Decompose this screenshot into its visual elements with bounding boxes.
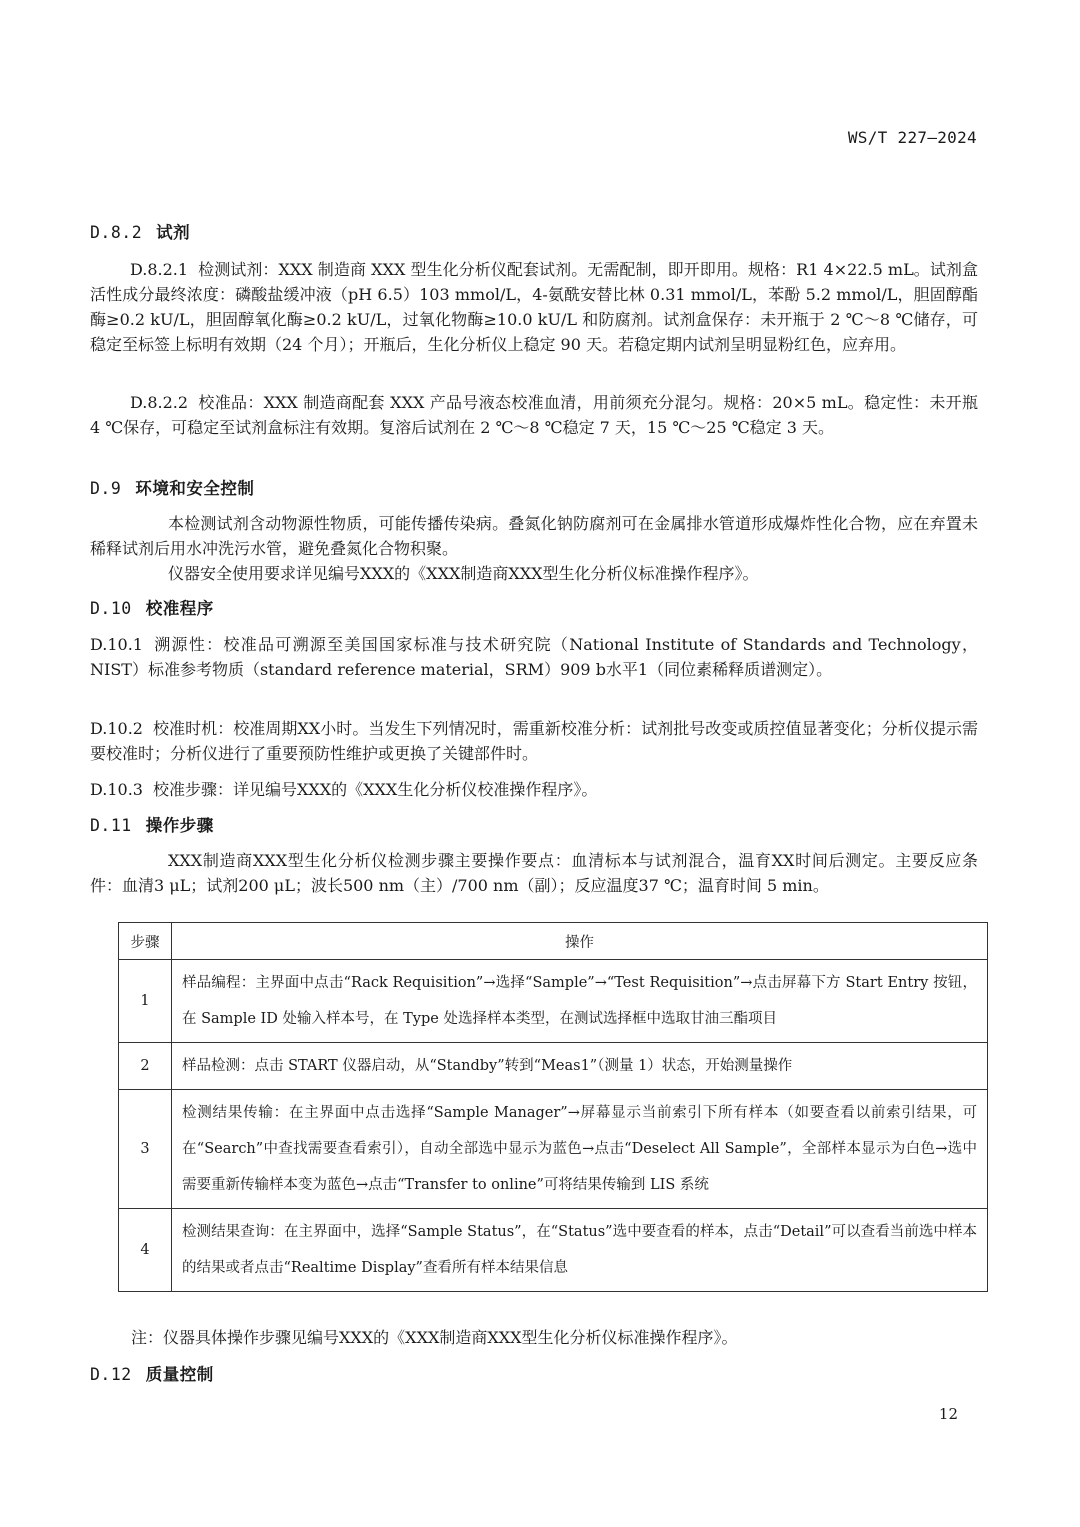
paragraph-d102: D.10.2 校准时机：校准周期XX小时。当发生下列情况时，需重新校准分析：试剂批号改变或质控值显著变化；分析仪提示需要校准时；分析仪进行了重要预防性维护或更换了关键部件时。: [90, 719, 978, 763]
page-number: 12: [938, 1405, 958, 1423]
step-operation: 检测结果传输：在主界面中点击选择“Sample Manager”→屏幕显示当前索引下所有样本（如要查看以前索引结果，可在“Search”中查找需要查看索引），自动全部选中显示为蓝色→点击“Deselect All Sample”，全部样本显示为白色→选中需要重新传输样本变为蓝色→点击“Transfer to online”可将结果传输到 LIS 系统: [172, 1090, 988, 1209]
paragraph-d11: XXX制造商XXX型生化分析仪检测步骤主要操作要点：血清标本与试剂混合，温育XX时间后测定。主要反应条件：血清3 μL；试剂200 μL；波长500 nm（主）/700 nm（副）；反应温度37 ℃；温育时间 5 min。: [90, 851, 978, 895]
step-number: 3: [119, 1090, 172, 1209]
paragraph-d103: D.10.3 校准步骤：详见编号XXX的《XXX生化分析仪校准操作程序》。: [90, 780, 598, 799]
table-header-row: [119, 923, 988, 960]
step-number: 1: [119, 960, 172, 1043]
table-row: [119, 1090, 988, 1209]
step-operation: 样品检测：点击 START 仪器启动，从“Standby”转到“Meas1”（测量 1）状态，开始测量操作: [172, 1043, 988, 1090]
operation-steps-table: [118, 922, 988, 1292]
section-d11-heading: D.11 操作步骤: [90, 816, 214, 835]
paragraph-d9-1: 本检测试剂含动物源性物质，可能传播传染病。叠氮化钠防腐剂可在金属排水管道形成爆炸性化合物，应在弃置未稀释试剂后用水冲洗污水管，避免叠氮化合物积聚。: [90, 514, 978, 558]
table-row: [119, 960, 988, 1043]
table-note: 注：仪器具体操作步骤见编号XXX的《XXX制造商XXX型生化分析仪标准操作程序》。: [131, 1328, 738, 1347]
paragraph-d821: D.8.2.1 检测试剂：XXX 制造商 XXX 型生化分析仪配套试剂。无需配制，即开即用。规格：R1 4×22.5 mL。试剂盒活性成分最终浓度：磷酸盐缓冲液（pH 6.5）103 mmol/L，4-氨酰安替比林 0.31 mmol/L，苯酚 5.2 mmol/L，胆固醇酯酶≥0.2 kU/L，胆固醇氧化酶≥0.2 kU/L，过氧化物酶≥10.0 kU/L 和防腐剂。试剂盒保存：未开瓶于 2 ℃～8 ℃储存，可稳定至标签上标明有效期（24 个月）；开瓶后，生化分析仪上稳定 90 天。若稳定期内试剂呈明显粉红色，应弃用。: [90, 260, 978, 354]
header-operation: 操作: [172, 923, 988, 960]
section-d82-heading: D.8.2 试剂: [90, 223, 191, 242]
header-step: 步骤: [119, 923, 172, 960]
table-row: [119, 1043, 988, 1090]
document-code: WS/T 227—2024: [847, 128, 977, 147]
section-d9-heading: D.9 环境和安全控制: [90, 479, 255, 498]
step-number: 4: [119, 1209, 172, 1292]
paragraph-d9-2: 仪器安全使用要求详见编号XXX的《XXX制造商XXX型生化分析仪标准操作程序》。: [168, 564, 759, 583]
table-row: [119, 1209, 988, 1292]
section-d12-heading: D.12 质量控制: [90, 1365, 214, 1384]
section-d10-heading: D.10 校准程序: [90, 599, 214, 618]
paragraph-d822: D.8.2.2 校准品：XXX 制造商配套 XXX 产品号液态校准血清，用前须充分混匀。规格：20×5 mL。稳定性：未开瓶 4 ℃保存，可稳定至试剂盒标注有效期。复溶后试剂在 2 ℃～8 ℃稳定 7 天，15 ℃～25 ℃稳定 3 天。: [90, 393, 978, 437]
paragraph-d101: D.10.1 溯源性：校准品可溯源至美国国家标准与技术研究院（National Institute of Standards and Technology，NIST）标准参考物质（standard reference material，SRM）909 b水平1（同位素稀释质谱测定）。: [90, 635, 978, 679]
step-operation: 检测结果查询：在主界面中，选择“Sample Status”，在“Status”选中要查看的样本，点击“Detail”可以查看当前选中样本的结果或者点击“Realtime Display”查看所有样本结果信息: [172, 1209, 988, 1292]
step-number: 2: [119, 1043, 172, 1090]
step-operation: 样品编程：主界面中点击“Rack Requisition”→选择“Sample”→“Test Requisition”→点击屏幕下方 Start Entry 按钮，在 Sample ID 处输入样本号，在 Type 处选择样本类型，在测试选择框中选取甘油三酯项目: [172, 960, 988, 1043]
